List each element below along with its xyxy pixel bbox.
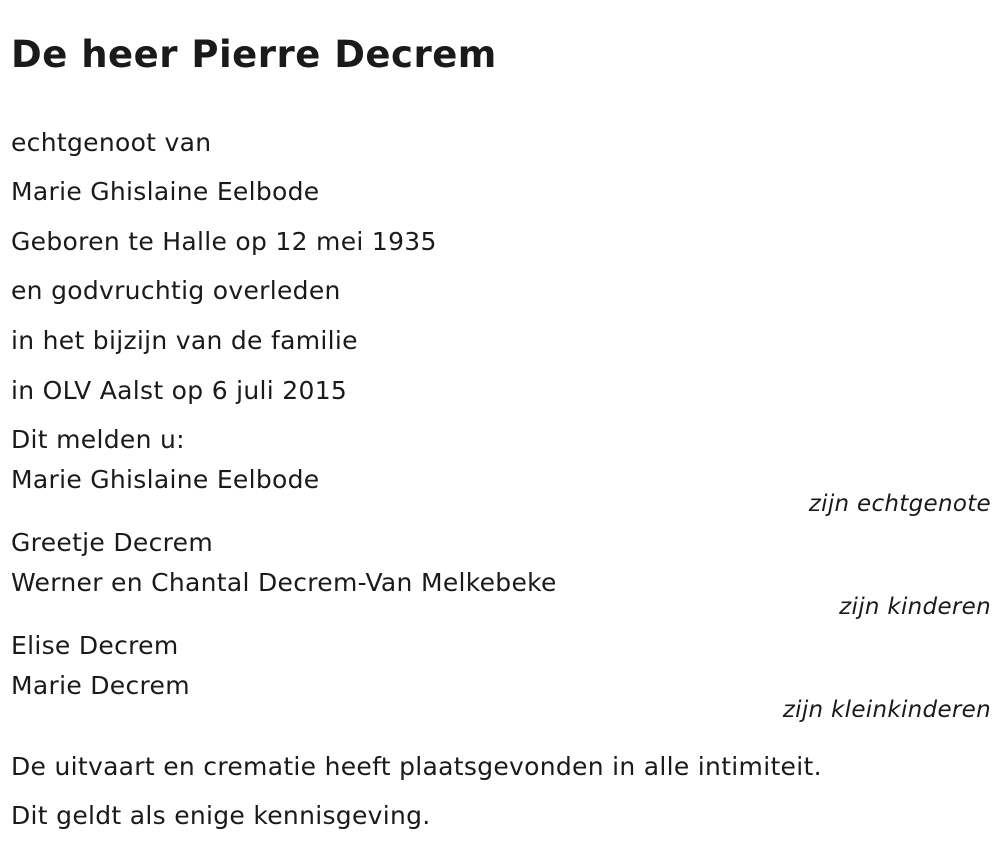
intro-line: echtgenoot van [11, 128, 212, 157]
closing-line: De uitvaart en crematie heeft plaatsgevonden in alle intimiteit. [11, 752, 822, 781]
family-role: zijn kleinkinderen [782, 697, 991, 723]
closing-line: Dit geldt als enige kennisgeving. [11, 801, 431, 830]
intro-line: en godvruchtig overleden [11, 276, 341, 305]
intro-line: in het bijzijn van de familie [11, 326, 358, 355]
intro-line: Marie Ghislaine Eelbode [11, 177, 320, 206]
family-name: Marie Decrem [11, 671, 190, 700]
family-name: Greetje Decrem [11, 528, 213, 557]
family-name: Werner en Chantal Decrem-Van Melkebeke [11, 568, 557, 597]
intro-line: Geboren te Halle op 12 mei 1935 [11, 227, 437, 256]
family-role: zijn echtgenote [808, 491, 991, 517]
family-name: Marie Ghislaine Eelbode [11, 465, 320, 494]
intro-line: in OLV Aalst op 6 juli 2015 [11, 376, 348, 405]
intro-line: Dit melden u: [11, 425, 185, 454]
family-role: zijn kinderen [839, 594, 991, 620]
page-title: De heer Pierre Decrem [11, 33, 497, 76]
family-name: Elise Decrem [11, 631, 179, 660]
